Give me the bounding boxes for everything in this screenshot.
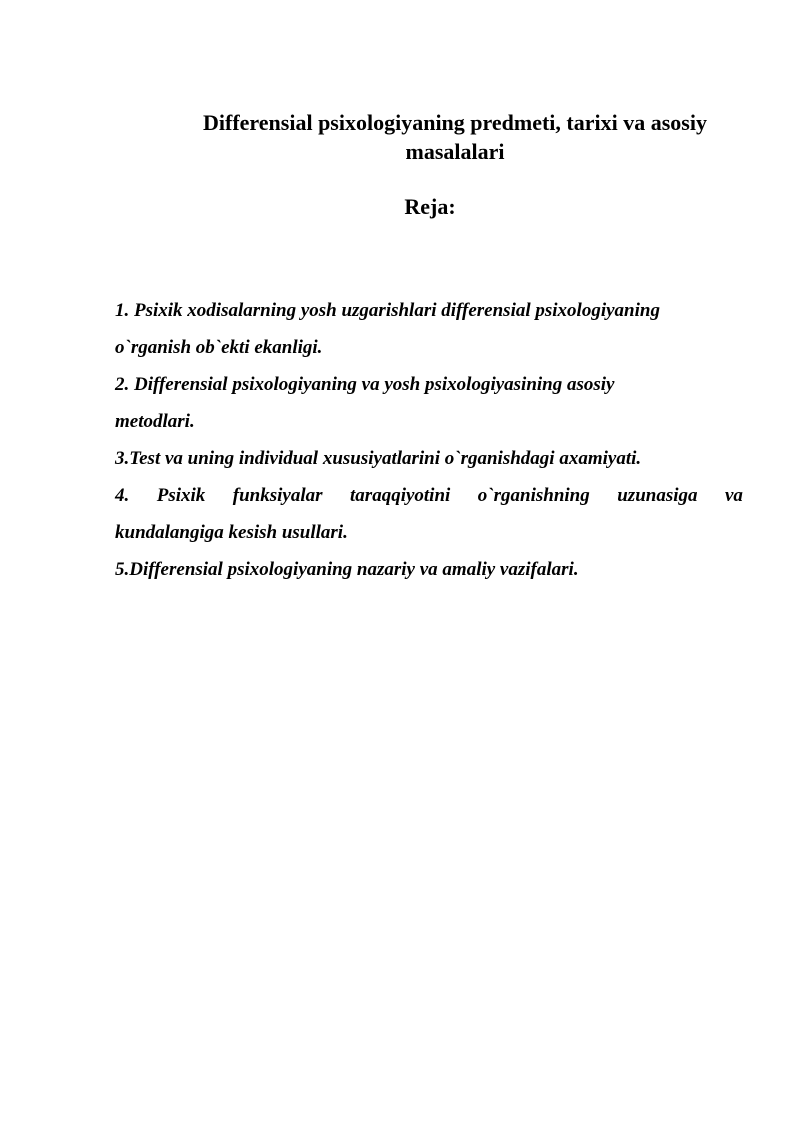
plan-item-line: 3.Test va uning individual xususiyatlarini o`rganishdagi axamiyati. [115,448,642,469]
plan-item-line: o`rganish ob`ekti ekanligi. [115,337,323,358]
plan-item-word: 4. [115,485,130,506]
title-line-1: Differensial psixologiyaning predmeti, tarixi va asosiy [203,110,707,135]
plan-item-line: 1. Psixik xodisalarning yosh uzgarishlari differensial psixologiyaning [115,300,660,321]
plan-item-4 [115,477,743,551]
plan-heading: Reja: [404,194,456,219]
plan-item-line: kundalangiga kesish usullari. [115,522,348,543]
plan-item-1 [115,292,743,366]
plan-item-word: taraqqiyotini [350,485,451,506]
plan-item-3 [115,440,743,477]
plan-list [115,292,743,588]
plan-item-2 [115,366,743,440]
plan-item-word: Psixik [156,485,206,506]
plan-item-line: metodlari. [115,411,195,432]
plan-item-word: uzunasiga [617,485,698,506]
plan-item-line: 2. Differensial psixologiyaning va yosh psixologiyasining asosiy [115,374,615,395]
plan-item-line: 5.Differensial psixologiyaning nazariy va amaliy vazifalari. [115,559,579,580]
plan-item-word: o`rganishning [477,485,590,506]
plan-item-word: funksiyalar [232,485,323,506]
plan-item-5 [115,551,743,588]
plan-item-word: va [725,485,743,506]
plan-item-justified-line [115,477,743,514]
title-line-2: masalalari [405,139,505,164]
document-title [170,108,740,166]
